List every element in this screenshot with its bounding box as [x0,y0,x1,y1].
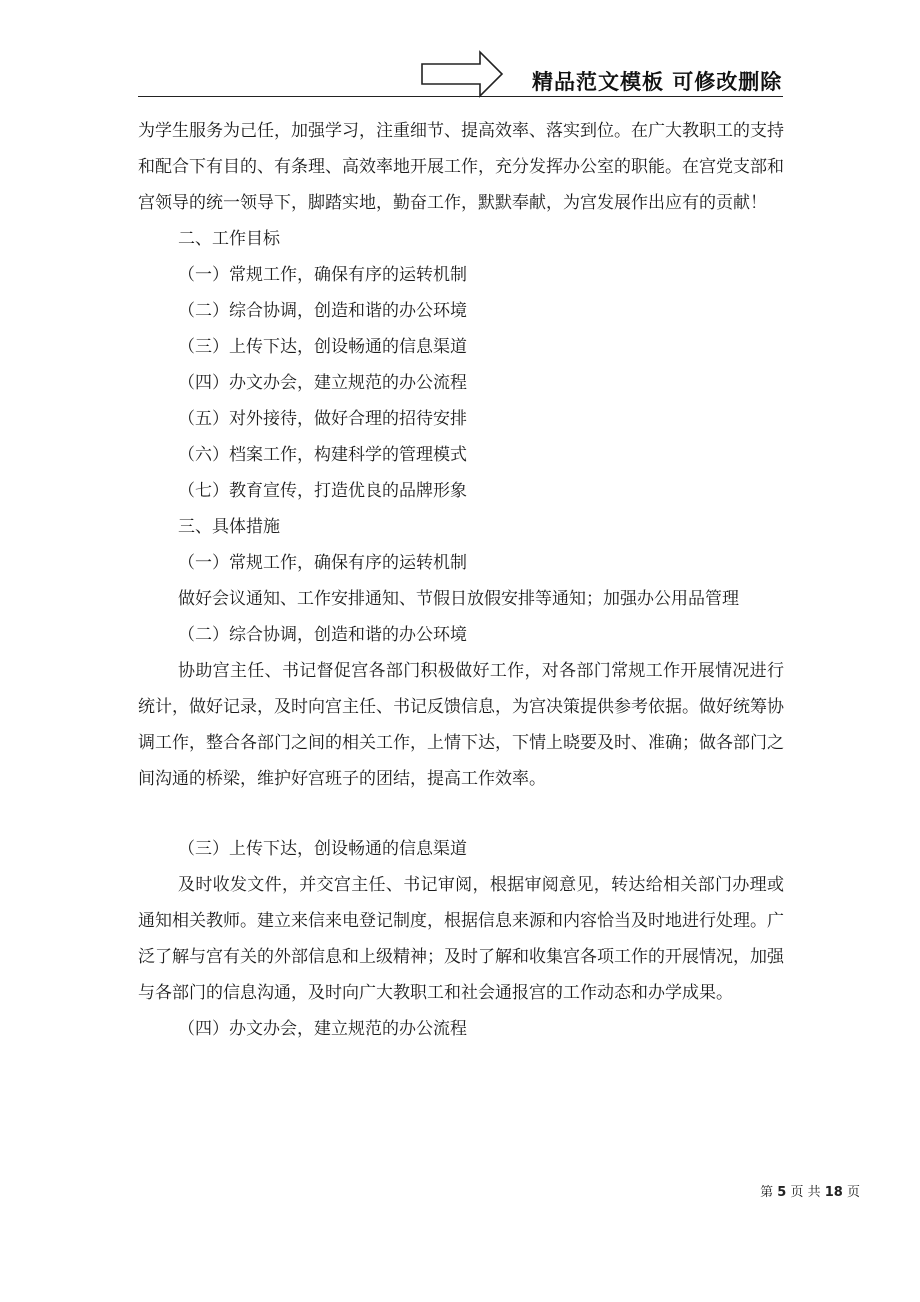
goal-item: （六）档案工作，构建科学的管理模式 [178,445,467,465]
footer-prefix: 第 [760,1185,774,1200]
current-page-number: 5 [777,1185,787,1200]
page-header [0,0,920,110]
blank-line [138,797,784,831]
total-pages: 18 [824,1185,843,1200]
section-heading-goals: 二、工作目标 [178,229,280,249]
measure-text-1: 做好会议通知、工作安排通知、节假日放假安排等通知；加强办公用品管理 [178,589,739,609]
right-arrow-outline-icon [420,50,504,98]
measure-title-2: （二）综合协调，创造和谐的办公环境 [178,625,467,645]
measure-text-2: 协助宫主任、书记督促宫各部门积极做好工作，对各部门常规工作开展情况进行统计，做好记录，及时向宫主任、书记反馈信息，为宫决策提供参考依据。做好统筹协调工作，整合各部门之间的相关工作，上情下达，下情上晓要及时、准确；做各部门之间沟通的桥梁，维护好宫班子的团结，提高工作效率。 [138,661,784,789]
goal-item: （三）上传下达，创设畅通的信息渠道 [178,337,467,357]
goal-item: （一）常规工作，确保有序的运转机制 [178,265,467,285]
header-divider [138,96,783,97]
goal-item: （二）综合协调，创造和谐的办公环境 [178,301,467,321]
footer-mid: 页 共 [790,1185,821,1200]
header-title: 精品范文模板 可修改删除 [532,70,783,94]
document-body [138,113,784,1047]
measure-text-3: 及时收发文件，并交宫主任、书记审阅，根据审阅意见，转达给相关部门办理或通知相关教师。建立来信来电登记制度，根据信息来源和内容恰当及时地进行处理。广泛了解与宫有关的外部信息和上级精神；及时了解和收集宫各项工作的开展情况，加强与各部门的信息沟通，及时向广大教职工和社会通报宫的工作动态和办学成果。 [138,875,784,1003]
measure-title-3: （三）上传下达，创设畅通的信息渠道 [178,839,467,859]
measure-title-4: （四）办文办会，建立规范的办公流程 [178,1019,467,1039]
section-heading-measures: 三、具体措施 [178,517,280,537]
page-footer [760,1181,860,1200]
goal-item: （七）教育宣传，打造优良的品牌形象 [178,481,467,501]
footer-suffix: 页 [846,1185,860,1200]
goal-item: （五）对外接待，做好合理的招待安排 [178,409,467,429]
measure-title-1: （一）常规工作，确保有序的运转机制 [178,553,467,573]
goal-item: （四）办文办会，建立规范的办公流程 [178,373,467,393]
intro-paragraph: 为学生服务为己任，加强学习，注重细节、提高效率、落实到位。在广大教职工的支持和配合下有目的、有条理、高效率地开展工作，充分发挥办公室的职能。在宫党支部和宫领导的统一领导下，脚踏实地，勤奋工作，默默奉献，为宫发展作出应有的贡献！ [138,121,784,213]
